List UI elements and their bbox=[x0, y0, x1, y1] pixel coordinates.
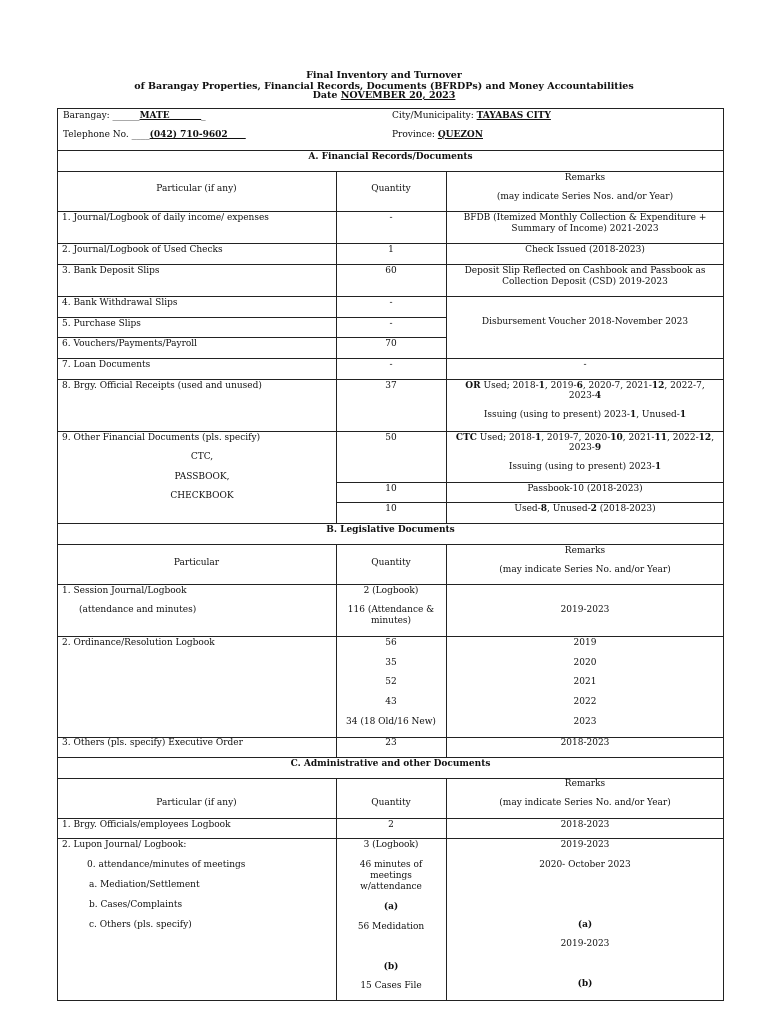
lupon-item: a. Mediation/Settlement bbox=[89, 880, 200, 890]
col-particular: Particular (if any) bbox=[156, 798, 237, 808]
col-particular: Particular bbox=[173, 558, 220, 568]
lupon-remarks: (a) bbox=[577, 920, 593, 930]
city-field: City/Municipality: TAYABAS CITY bbox=[392, 111, 551, 121]
doc-date: Date NOVEMBER 20, 2023 bbox=[312, 90, 456, 101]
section-b-title: B. Legislative Documents bbox=[326, 525, 455, 535]
ctc-issuing: Issuing (using to present) 2023-1 bbox=[508, 462, 662, 472]
ordinance-year: 2021 bbox=[573, 677, 597, 687]
ordinance-qty: 52 bbox=[385, 677, 397, 687]
col-particular: Particular (if any) bbox=[156, 184, 237, 194]
row-remarks: BFDB (Itemized Monthly Collection & Expenditure + Summary of Income) 2021-2023 bbox=[463, 213, 707, 234]
session-qty2: 116 (Attendance & minutes) bbox=[347, 605, 435, 626]
ordinance-year: 2020 bbox=[573, 658, 597, 668]
ctc-remarks-line2: 2023-9 bbox=[568, 443, 602, 453]
others-remarks: 2018-2023 bbox=[560, 738, 610, 748]
row-quantity: - bbox=[389, 298, 393, 308]
session-sub: (attendance and minutes) bbox=[79, 605, 197, 615]
row-particular: 5. Purchase Slips bbox=[62, 319, 141, 329]
row-quantity: 60 bbox=[385, 266, 397, 276]
row-quantity: 1 bbox=[388, 245, 394, 255]
col-quantity: Quantity bbox=[371, 798, 411, 808]
sub-ctc: CTC, bbox=[190, 452, 214, 462]
others-particular: 3. Others (pls. specify) Executive Order bbox=[62, 738, 243, 748]
lupon-qty: (a) bbox=[383, 902, 399, 912]
col-quantity: Quantity bbox=[371, 558, 411, 568]
row-quantity: - bbox=[389, 213, 393, 223]
section-a-title: A. Financial Records/Documents bbox=[308, 152, 473, 162]
ctc-remarks-line1: CTC Used; 2018-1, 2019-7, 2020-10, 2021-11, 2022-12, bbox=[455, 433, 715, 443]
ordinance-year: 2022 bbox=[573, 697, 597, 707]
officials-qty: 2 bbox=[388, 820, 394, 830]
checkbook-qty: 10 bbox=[385, 504, 397, 514]
lupon-remarks: 2019-2023 bbox=[560, 840, 610, 850]
row-quantity: 37 bbox=[385, 381, 397, 391]
or-remarks-line1: OR Used; 2018-1, 2019-6, 2020-7, 2021-12, 2022-7, bbox=[465, 381, 705, 391]
ordinance-qty: 34 (18 Old/16 New) bbox=[346, 717, 436, 727]
merged-remarks: Disbursement Voucher 2018-November 2023 bbox=[481, 317, 689, 327]
col-remarks-sub: (may indicate Series No. and/or Year) bbox=[499, 565, 671, 575]
lupon-qty: 46 minutes of meetings w/attendance bbox=[359, 860, 423, 892]
col-remarks-sub: (may indicate Series Nos. and/or Year) bbox=[496, 192, 674, 202]
row-particular: 8. Brgy. Official Receipts (used and unused) bbox=[62, 381, 262, 391]
passbook-remarks: Passbook-10 (2018-2023) bbox=[527, 484, 643, 494]
row-remarks: Deposit Slip Reflected on Cashbook and Passbook as Collection Deposit (CSD) 2019-2023 bbox=[464, 266, 706, 287]
row-particular: 1. Journal/Logbook of daily income/ expenses bbox=[62, 213, 269, 223]
ordinance-year: 2019 bbox=[573, 638, 597, 648]
or-issuing: Issuing (using to present) 2023-1, Unused-1 bbox=[483, 410, 687, 420]
row-quantity: 50 bbox=[385, 433, 397, 443]
ordinance-qty: 56 bbox=[385, 638, 397, 648]
others-qty: 23 bbox=[385, 738, 397, 748]
row-particular: 9. Other Financial Documents (pls. specify) bbox=[62, 433, 261, 443]
lupon-remarks: 2020- October 2023 bbox=[539, 860, 631, 870]
lupon-item: c. Others (pls. specify) bbox=[89, 920, 192, 930]
passbook-qty: 10 bbox=[385, 484, 397, 494]
row-quantity: - bbox=[389, 360, 393, 370]
lupon-qty: 3 (Logbook) bbox=[363, 840, 419, 850]
row-particular: 4. Bank Withdrawal Slips bbox=[62, 298, 178, 308]
doc-subtitle: of Barangay Properties, Financial Records, Documents (BFRDPs) and Money Accountabilities bbox=[134, 81, 634, 92]
lupon-qty: 56 Medidation bbox=[357, 922, 425, 932]
sub-checkbook: CHECKBOOK bbox=[170, 491, 234, 501]
section-c-title: C. Administrative and other Documents bbox=[290, 759, 491, 769]
lupon-particular: 2. Lupon Journal/ Logbook: bbox=[62, 840, 187, 850]
session-remarks: 2019-2023 bbox=[560, 605, 610, 615]
row-particular: 6. Vouchers/Payments/Payroll bbox=[62, 339, 198, 349]
lupon-qty: 15 Cases File bbox=[360, 981, 422, 991]
lupon-remarks: (b) bbox=[577, 979, 593, 989]
ordinance-year: 2023 bbox=[573, 717, 597, 727]
ordinance-qty: 35 bbox=[385, 658, 397, 668]
row-quantity: - bbox=[389, 319, 393, 329]
row-particular: 7. Loan Documents bbox=[62, 360, 151, 370]
barangay-field: Barangay: ______MATE________ bbox=[63, 111, 206, 121]
officials-remarks: 2018-2023 bbox=[560, 820, 610, 830]
row-particular: 2. Journal/Logbook of Used Checks bbox=[62, 245, 223, 255]
row-particular: 3. Bank Deposit Slips bbox=[62, 266, 160, 276]
lupon-qty: (b) bbox=[383, 962, 399, 972]
sub-passbook: PASSBOOK, bbox=[174, 472, 230, 482]
doc-title: Final Inventory and Turnover bbox=[306, 70, 462, 81]
col-remarks-sub: (may indicate Series No. and/or Year) bbox=[499, 798, 671, 808]
col-remarks: Remarks bbox=[564, 173, 606, 183]
row-remarks: Check Issued (2018-2023) bbox=[525, 245, 645, 255]
ordinance-particular: 2. Ordinance/Resolution Logbook bbox=[62, 638, 215, 648]
lupon-item: b. Cases/Complaints bbox=[89, 900, 183, 910]
col-quantity: Quantity bbox=[371, 184, 411, 194]
col-remarks: Remarks bbox=[564, 779, 606, 789]
or-remarks-line2: 2023-4 bbox=[568, 391, 602, 401]
telephone-field: Telephone No. ____(042) 710-9602____ bbox=[63, 130, 246, 140]
lupon-remarks: 2019-2023 bbox=[560, 939, 610, 949]
col-remarks: Remarks bbox=[564, 546, 606, 556]
lupon-item: 0. attendance/minutes of meetings bbox=[87, 860, 246, 870]
row-remarks: - bbox=[583, 360, 587, 370]
session-particular: 1. Session Journal/Logbook bbox=[62, 586, 187, 596]
checkbook-remarks: Used-8, Unused-2 (2018-2023) bbox=[514, 504, 656, 514]
session-qty1: 2 (Logbook) bbox=[363, 586, 419, 596]
row-quantity: 70 bbox=[385, 339, 397, 349]
officials-particular: 1. Brgy. Officials/employees Logbook bbox=[62, 820, 231, 830]
province-field: Province: QUEZON bbox=[392, 130, 483, 140]
ordinance-qty: 43 bbox=[385, 697, 397, 707]
